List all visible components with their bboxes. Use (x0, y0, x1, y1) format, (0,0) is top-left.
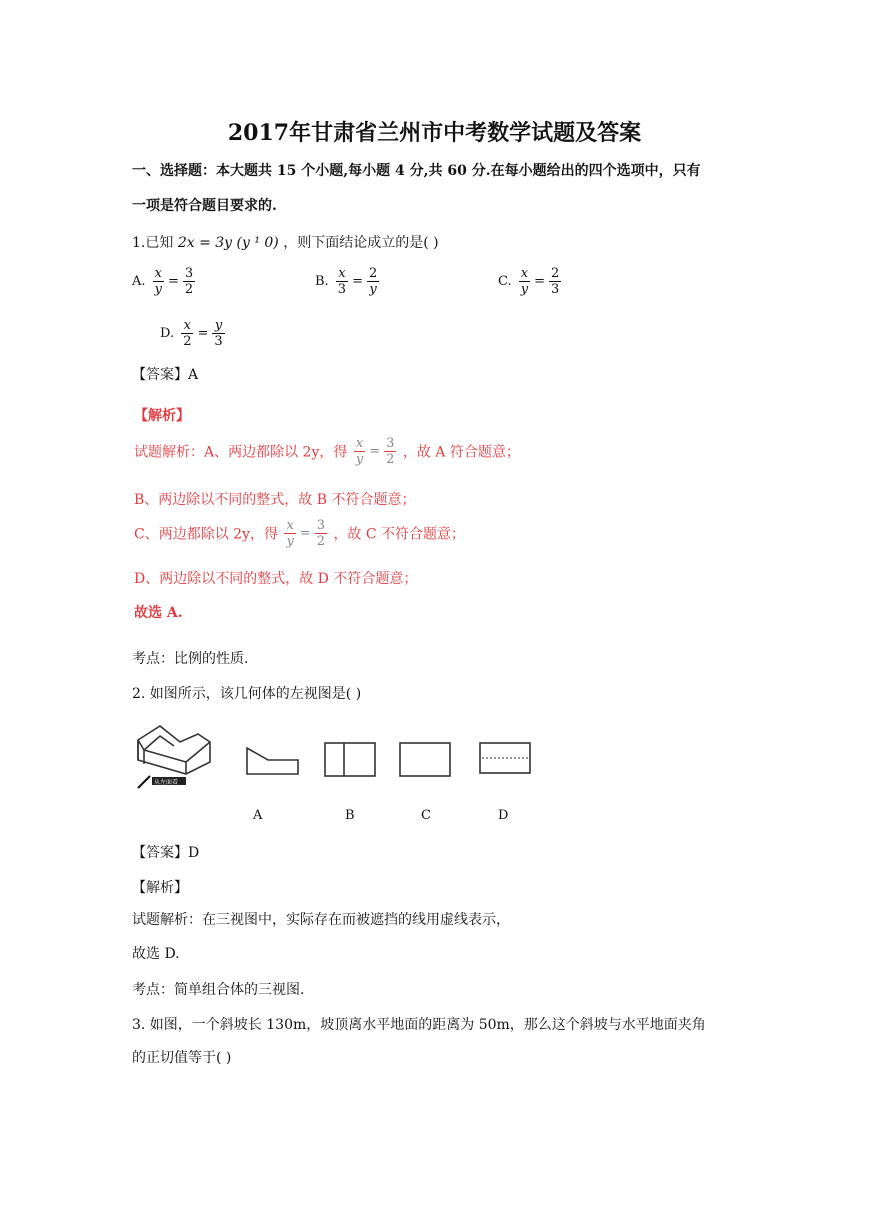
q1-option-c-frac-right: $\frac{2}{3}$ (550, 266, 560, 297)
q2-option-c-figure (400, 743, 450, 776)
q1-analysis-heading: 【解析】 (134, 408, 190, 424)
q2-figure (130, 720, 550, 800)
q2-view-arrow (138, 776, 186, 788)
q2-label-b: B (345, 808, 355, 823)
q1-option-b-frac-right: $\frac{2}{y}$ (368, 266, 378, 297)
section-heading-line1: 一、选择题：本大题共 15 个小题,每小题 4 分,共 60 分.在每小题给出的四个选项中，只有 (132, 163, 701, 179)
q3-stem-line1: 3. 如图，一个斜坡长 130m，坡顶离水平地面的距离为 50m，那么这个斜坡与水平地面夹角 (132, 1017, 706, 1033)
q2-analysis-heading: 【解析】 (132, 880, 188, 896)
q2-analysis-line2: 故选 D. (132, 946, 180, 962)
q2-label-a: A (253, 808, 263, 823)
q1-option-a: A. $\frac{x}{y}$ = $\frac{3}{2}$ (132, 266, 194, 297)
q3-stem-line2: 的正切值等于( ) (132, 1050, 232, 1066)
q1-stem-math: 2x = 3y (y ¹ 0) (177, 235, 279, 251)
q1-option-d-frac-left: $\frac{x}{2}$ (183, 318, 192, 349)
q1-analysis-line1: 试题解析：A、两边都除以 2y，得 $\frac{x}{y}$ = $\frac{3}{2}$ ，故 A 符合题意； (134, 436, 520, 467)
q2-label-c: C (421, 808, 431, 823)
q1-analysis-line5: 故选 A. (134, 605, 183, 621)
q1-analysis-line3-frac-left: $\frac{x}{y}$ (286, 518, 294, 549)
q2-label-d: D (498, 808, 509, 823)
q1-analysis-line3: C、两边都除以 2y，得 $\frac{x}{y}$ = $\frac{3}{2}$ ，故 C 不符合题意； (134, 518, 466, 549)
q1-analysis-line2: B、两边除以不同的整式，故 B 不符合题意； (134, 492, 416, 508)
q1-stem-suffix: ，则下面结论成立的是( ) (283, 235, 439, 251)
q1-option-a-frac-right: $\frac{3}{2}$ (184, 266, 194, 297)
page-title: 2017年甘肃省兰州市中考数学试题及答案 (227, 120, 642, 146)
q1-option-b: B. $\frac{x}{3}$ = $\frac{2}{y}$ (315, 266, 378, 297)
q1-option-c-frac-left: $\frac{x}{y}$ (520, 266, 529, 297)
section-heading-line2: 一项是符合题目要求的. (132, 198, 277, 214)
q2-solid-caption: 从左面看 (154, 779, 179, 786)
q1-option-d-frac-right: $\frac{y}{3}$ (214, 318, 223, 349)
q1-option-a-frac-left: $\frac{x}{y}$ (154, 266, 162, 297)
q2-analysis-line1: 试题解析：在三视图中，实际存在而被遮挡的线用虚线表示， (132, 912, 510, 928)
q1-option-c: C. $\frac{x}{y}$ = $\frac{2}{3}$ (498, 266, 560, 297)
q1-stem-prefix: 1.已知 (132, 235, 174, 251)
q1-analysis-line1-frac-left: $\frac{x}{y}$ (355, 436, 364, 467)
q2-option-d-figure (480, 743, 530, 773)
q1-answer: 【答案】A (132, 367, 199, 383)
q1-option-d: D. $\frac{x}{2}$ = $\frac{y}{3}$ (160, 318, 223, 349)
q1-option-b-frac-left: $\frac{x}{3}$ (337, 266, 347, 297)
q1-kaodian: 考点：比例的性质. (132, 651, 249, 667)
q2-option-a-figure (247, 748, 298, 774)
q1-stem (132, 232, 439, 252)
q1-analysis-line4: D、两边除以不同的整式，故 D 不符合题意； (134, 571, 418, 587)
q2-option-b-figure (325, 743, 375, 776)
q1-analysis-line1-frac-right: $\frac{3}{2}$ (386, 436, 395, 467)
q1-analysis-line3-frac-right: $\frac{3}{2}$ (316, 518, 325, 549)
q2-kaodian: 考点：简单组合体的三视图. (132, 982, 305, 998)
q2-answer: 【答案】D (132, 845, 200, 861)
q2-solid-figure (138, 726, 210, 774)
q2-stem: 2. 如图所示，该几何体的左视图是( ) (132, 686, 362, 702)
